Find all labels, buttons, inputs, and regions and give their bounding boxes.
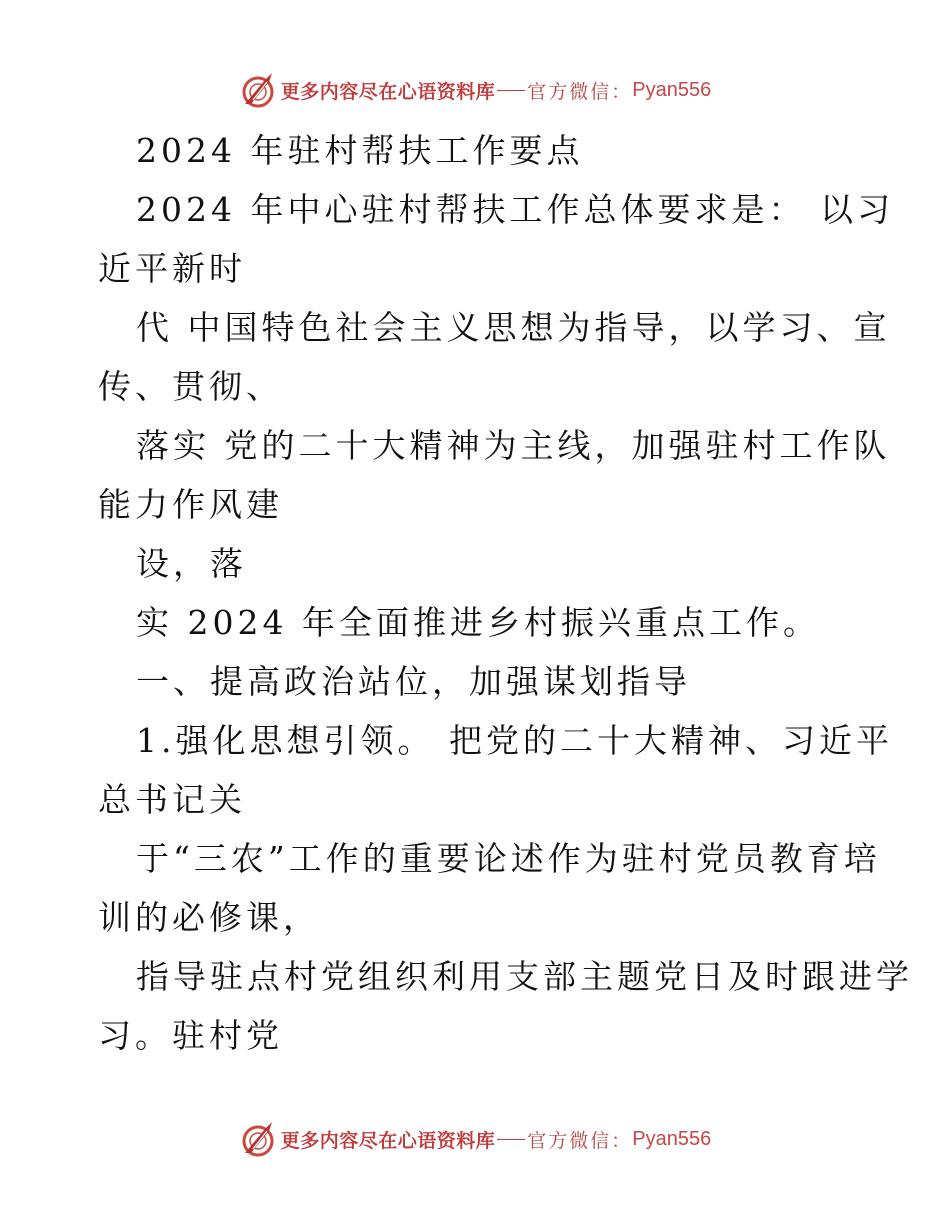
watermark-account: Pyan556 [632, 78, 712, 101]
quill-pen-logo-icon [239, 70, 279, 110]
section-heading: 一、提高政治站位，加强谋划指导 [136, 662, 691, 701]
text-line: 设，落 [136, 544, 247, 583]
text-line: 总书记关 [98, 780, 246, 819]
watermark-main-text: 更多内容尽在心语资料库 [280, 1129, 496, 1152]
watermark-account: Pyan556 [632, 1127, 712, 1150]
text-line: 实 2024 年全面推进乡村振兴重点工作。 [136, 603, 820, 642]
text-line: 于“三农”工作的重要论述作为驻村党员教育培 [136, 839, 881, 878]
text-line: 训的必修课， [98, 898, 320, 937]
document-body [98, 121, 913, 1065]
document-title: 2024 年驻村帮扶工作要点 [136, 131, 584, 170]
text-line: 1.强化思想引领。 把党的二十大精神、习近平 [136, 721, 893, 760]
watermark-suffix-text: 官方微信： [527, 80, 633, 103]
text-line: 传、贯彻、 [98, 367, 283, 406]
footer-watermark [0, 1117, 950, 1161]
quill-pen-logo-icon [239, 1119, 279, 1159]
watermark-dash [497, 90, 525, 91]
text-line: 习。驻村党 [98, 1016, 283, 1055]
text-line: 2024 年中心驻村帮扶工作总体要求是： 以习 [136, 190, 894, 229]
text-line: 代 中国特色社会主义思想为指导，以学习、宣 [136, 308, 891, 347]
watermark-suffix-text: 官方微信： [527, 1129, 633, 1152]
watermark-main-text: 更多内容尽在心语资料库 [280, 80, 496, 103]
text-line: 能力作风建 [98, 485, 283, 524]
text-line: 指导驻点村党组织利用支部主题党日及时跟进学 [136, 957, 913, 996]
text-line: 落实 党的二十大精神为主线，加强驻村工作队 [136, 426, 891, 465]
watermark-dash [497, 1139, 525, 1140]
text-line: 近平新时 [98, 249, 246, 288]
header-watermark [0, 68, 950, 112]
